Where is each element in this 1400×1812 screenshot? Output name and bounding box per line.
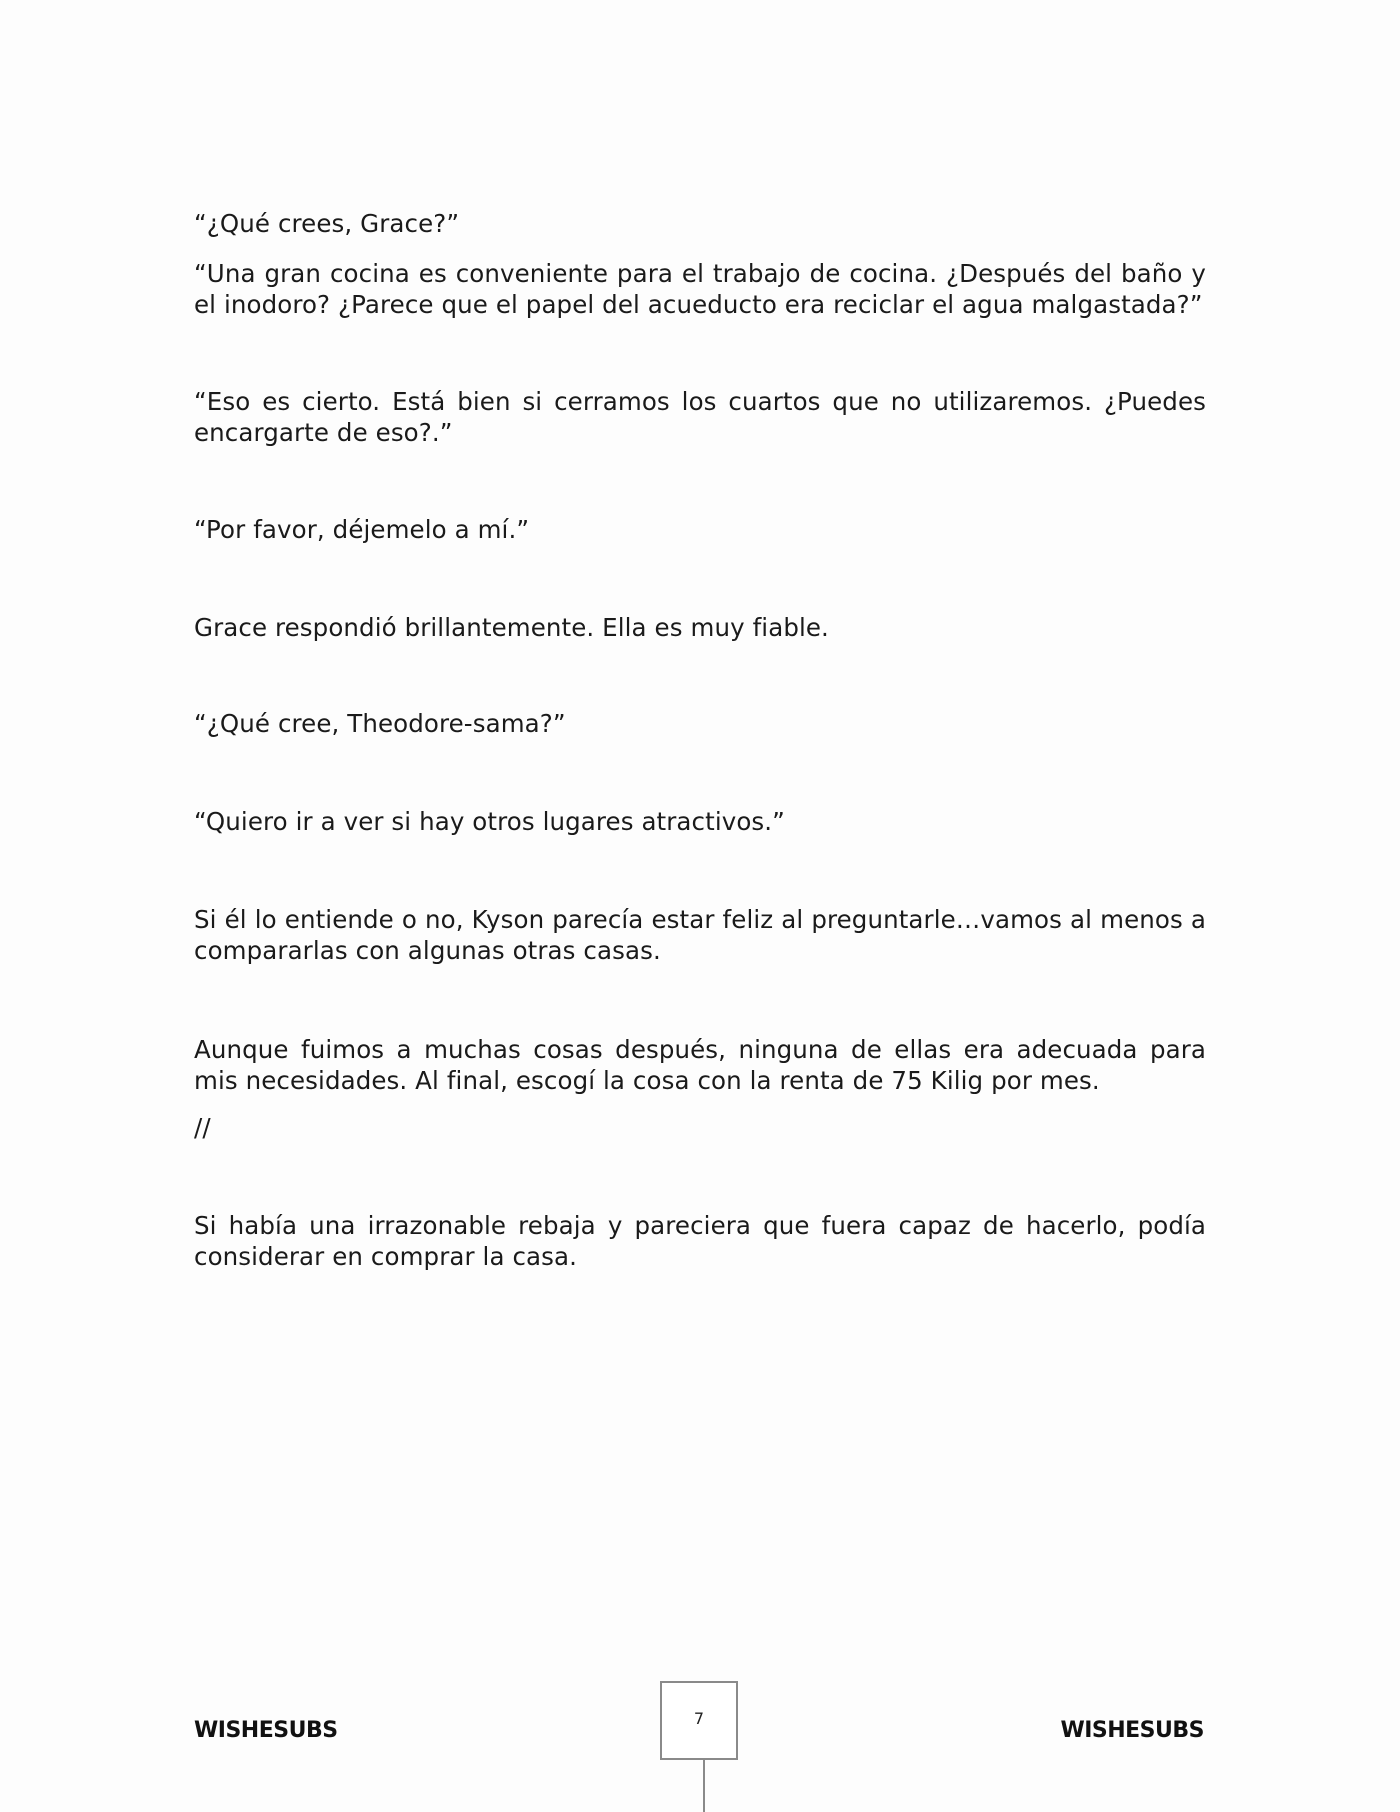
page-number: 7 (693, 1709, 705, 1728)
paragraph: Grace respondió brillantemente. Ella es muy fiable. (194, 613, 829, 642)
footer-brand-right: WISHESUBS (1060, 1718, 1204, 1743)
paragraph: Si había una irrazonable rebaja y pareciera que fuera capaz de hacerlo, podía considerar en comprar la casa. (194, 1211, 1206, 1271)
page-number-box (660, 1681, 738, 1760)
paragraph: “Quiero ir a ver si hay otros lugares atractivos.” (194, 807, 785, 836)
paragraph: “Eso es cierto. Está bien si cerramos los cuartos que no utilizaremos. ¿Puedes encargarte de eso?.” (194, 387, 1206, 447)
footer-brand-left: WISHESUBS (194, 1718, 338, 1743)
paragraph: “Una gran cocina es conveniente para el trabajo de cocina. ¿Después del baño y el inodoro? ¿Parece que el papel del acueducto era reciclar el agua malgastada?” (194, 259, 1206, 319)
paragraph: Si él lo entiende o no, Kyson parecía estar feliz al preguntarle…vamos al menos a compararlas con algunas otras casas. (194, 905, 1206, 965)
paragraph: “¿Qué cree, Theodore-sama?” (194, 709, 566, 738)
paragraph: “Por favor, déjemelo a mí.” (194, 515, 530, 544)
paragraph: “¿Qué crees, Grace?” (194, 209, 460, 238)
page-number-stem (703, 1760, 705, 1812)
scene-break: // (194, 1113, 211, 1142)
paragraph: Aunque fuimos a muchas cosas después, ninguna de ellas era adecuada para mis necesidades. Al final, escogí la cosa con la renta de 75 Kilig por mes. (194, 1035, 1206, 1095)
